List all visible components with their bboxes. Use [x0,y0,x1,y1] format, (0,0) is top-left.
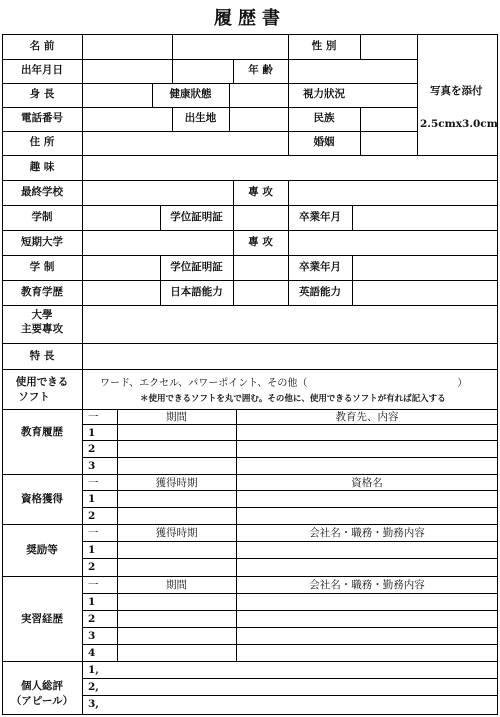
label-phone: 電話番号 [21,112,63,124]
label-marital: 婚姻 [313,136,335,148]
software-note: ＊使用できるソフトを丸で囲む。その他に、使用できるソフトが有れば記入する [140,394,446,404]
label-awards: 奨励等 [26,544,58,556]
qualifications-row-num: 1 [88,493,96,505]
internship-row-num: 4 [88,647,96,659]
edu-career-col1: 期間 [166,411,187,423]
qualifications-row-num: 2 [88,510,96,522]
label-univ-major-2: 主要專攻 [21,323,63,335]
label-ethnicity: 民族 [313,112,335,124]
awards-row-num: 2 [88,561,96,573]
label-health: 健康狀態 [169,88,212,100]
internship-row-num: 3 [88,630,96,642]
internship-row-num: 1 [88,596,96,608]
label-appeal-2: （アピール） [10,695,74,707]
label-birthplace: 出生地 [184,112,217,124]
awards-row-num: 1 [88,544,96,556]
appeal-row-num: 1, [88,664,99,676]
awards-dash: 一 [88,527,99,539]
label-degree-cert-2: 学位証明証 [170,261,223,273]
label-internship: 実習経歴 [21,613,63,625]
label-grad-year-1: 卒業年月 [299,211,341,223]
page-title: 履歴書 [214,8,286,29]
qualifications-col2: 資格名 [351,477,383,489]
label-japanese: 日本語能力 [170,286,223,298]
label-edu-history: 教育学歴 [21,286,63,298]
label-software-1: 使用できる [15,376,69,388]
label-vision: 視力狀況 [303,88,345,100]
label-final-school: 最終学校 [21,186,63,198]
label-grad-year-2: 卒業年月 [299,261,341,273]
edu-career-row-num: 3 [88,460,96,472]
edu-career-row-num: 2 [88,443,96,455]
label-specialty: 特 長 [29,350,55,362]
internship-col1: 期間 [166,579,187,591]
label-major-1: 專 攻 [248,186,273,198]
appeal-row-num: 2, [88,681,99,693]
label-age: 年 齢 [248,64,273,76]
label-birthdate: 出年月日 [21,64,63,76]
qualifications-dash: 一 [88,477,99,489]
label-degree-cert-1: 学位証明証 [170,211,223,223]
qualifications-col1: 獲得時期 [155,477,198,489]
label-univ-major-1: 大學 [31,309,53,321]
label-software-2: ソフト [18,391,50,403]
label-system-2: 学 制 [29,261,55,273]
label-english: 英語能力 [299,286,341,298]
label-edu-career: 教育履歴 [21,426,63,438]
label-major-2: 專 攻 [248,236,273,248]
label-sex: 性 別 [311,40,337,52]
internship-dash: 一 [88,579,99,591]
internship-row-num: 2 [88,613,96,625]
label-junior-college: 短期大学 [21,236,63,248]
appeal-row-num: 3, [88,698,99,710]
edu-career-row-num: 1 [88,427,96,439]
edu-career-col2: 教育先、内容 [335,411,399,423]
photo-size: 2.5cmx3.0cm [420,118,498,130]
edu-career-dash: 一 [88,411,99,423]
label-qualifications: 資格獲得 [21,493,63,505]
label-address: 住 所 [29,136,55,148]
photo-label: 写真を添付 [430,85,483,97]
label-hobby: 趣 味 [29,161,55,173]
internship-col2: 会社名・職務・勤務内容 [309,579,425,591]
label-name: 名 前 [29,40,55,52]
label-system-1: 学制 [31,211,53,223]
awards-col1: 獲得時期 [155,527,198,539]
label-height: 身 長 [29,88,55,100]
label-appeal-1: 個人総評 [21,680,63,692]
software-options: ワード、エクセル、パワーポイント、その他（ ） [100,378,468,389]
awards-col2: 会社名・職務・勤務内容 [309,527,425,539]
